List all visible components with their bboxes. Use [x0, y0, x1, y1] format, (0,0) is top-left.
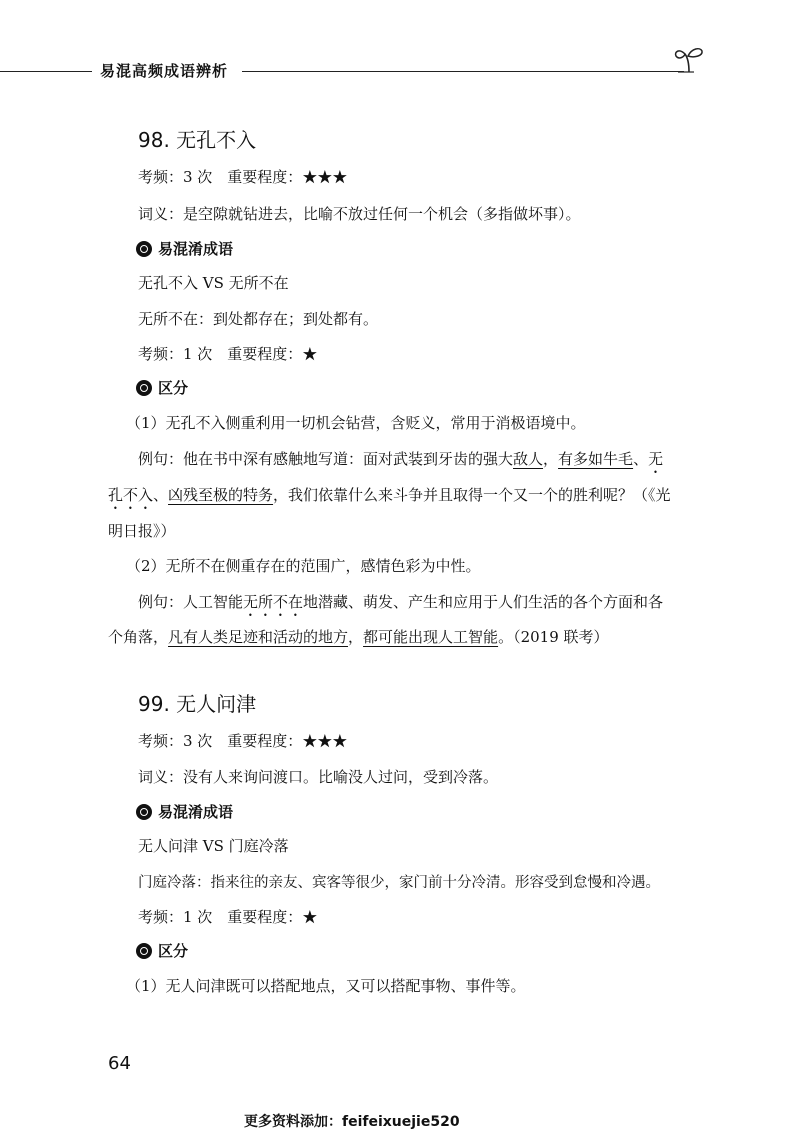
page-number: 64 [108, 1053, 131, 1074]
example-2-line-2 [108, 626, 609, 647]
distinction-heading [136, 940, 188, 961]
distinction-badge-icon [136, 943, 152, 959]
other-frequency-line: 考频：1 次 重要程度：★ [138, 345, 318, 363]
example-text: 个角落， [108, 628, 169, 646]
example-text: 、 [633, 450, 649, 468]
example-text: ，我们依靠什么来斗争并且取得一个又一个的胜利呢？（《光 [273, 486, 671, 504]
entry-title: 98. 无孔不入 [138, 128, 257, 152]
vs-line: 无人问津 VS 门庭冷落 [138, 837, 289, 855]
entry-title: 99. 无人问津 [138, 692, 257, 716]
distinction-heading-label: 区分 [158, 379, 189, 397]
other-definition: 门庭冷落：指来往的亲友、宾客等很少，家门前十分冷清。形容受到怠慢和冷遇。 [138, 875, 660, 891]
underlined-phrase: 凶残至极的特务 [168, 486, 274, 504]
footer-note: 更多资料添加：feifeixuejie520 [244, 1114, 460, 1130]
sprout-icon [672, 44, 706, 74]
confusable-heading [136, 238, 233, 259]
example-text: 地潜藏、萌发、产生和应用于人们生活的各个方面和各 [303, 593, 664, 611]
header-rule-right [242, 71, 684, 72]
confusable-heading [136, 801, 233, 822]
other-frequency-line: 考频：1 次 重要程度：★ [138, 908, 318, 926]
example-1-line-1 [138, 448, 663, 477]
underlined-phrase: 敌人 [513, 450, 544, 468]
vs-line: 无孔不入 VS 无所不在 [138, 274, 289, 292]
running-header-title: 易混高频成语辨析 [100, 62, 229, 80]
distinction-badge-icon [136, 380, 152, 396]
confusable-badge-icon [136, 804, 152, 820]
example-text: 、 [153, 486, 169, 504]
other-definition: 无所不在：到处都存在；到处都有。 [138, 310, 379, 328]
underlined-phrase: 有多如牛毛 [558, 450, 634, 468]
meaning-line: 词义：是空隙就钻进去，比喻不放过任何一个机会（多指做坏事）。 [138, 205, 581, 223]
distinction-heading [136, 377, 188, 398]
header-rule-left [0, 71, 92, 72]
example-2-line-1 [138, 591, 663, 620]
distinction-heading-label: 区分 [158, 942, 189, 960]
distinction-point-1: （1）无人问津既可以搭配地点，又可以搭配事物、事件等。 [126, 977, 526, 995]
underlined-phrase: 凡有人类足迹和活动的地方 [168, 628, 349, 646]
emphasized-idiom: 孔不入 [108, 486, 154, 504]
distinction-point-2: （2）无所不在侧重存在的范围广，感情色彩为中性。 [126, 557, 481, 575]
frequency-line: 考频：3 次 重要程度：★★★ [138, 732, 348, 750]
example-1-line-3: 明日报》） [108, 522, 176, 540]
example-text: 例句：他在书中深有感触地写道：面对武装到牙齿的强大 [138, 450, 514, 468]
confusable-heading-label: 易混淆成语 [158, 803, 234, 821]
example-text: 例句：人工智能 [138, 593, 244, 611]
underlined-phrase: 都可能出现人工智能 [363, 628, 499, 646]
example-1-line-2 [108, 484, 671, 513]
emphasized-idiom: 无所不在 [243, 593, 304, 611]
confusable-heading-label: 易混淆成语 [158, 240, 234, 258]
emphasized-idiom: 无 [648, 450, 664, 468]
example-text: 。（2019 联考） [498, 628, 609, 646]
confusable-badge-icon [136, 241, 152, 257]
meaning-line: 词义：没有人来询问渡口。比喻没人过问，受到冷落。 [138, 768, 499, 786]
example-text: ， [348, 628, 364, 646]
frequency-line: 考频：3 次 重要程度：★★★ [138, 168, 348, 186]
example-text: ， [543, 450, 559, 468]
distinction-point-1: （1）无孔不入侧重利用一切机会钻营，含贬义，常用于消极语境中。 [126, 414, 586, 432]
